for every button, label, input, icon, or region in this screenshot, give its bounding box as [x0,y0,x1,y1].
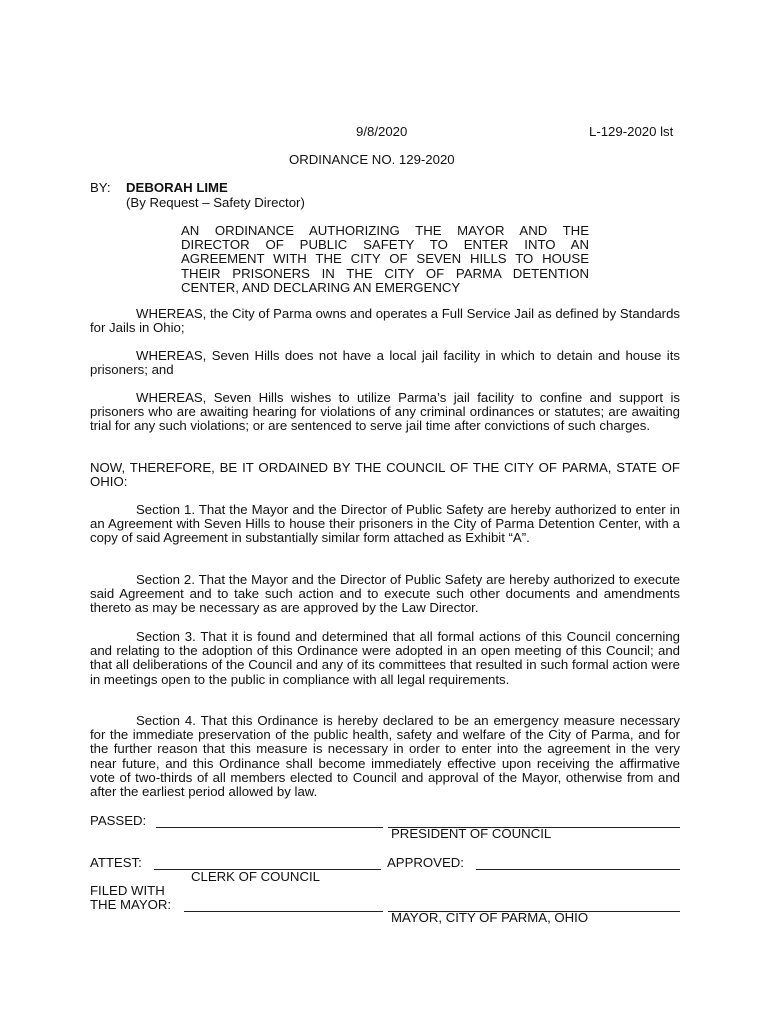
attest-label: ATTEST: [90,855,142,870]
passed-label: PASSED: [90,813,147,828]
section-text: Section 3. That it is found and determined that all formal actions of this Council concerning and relating to the adoption of this Ordinance were adopted in an open meeting of this Council; and that all deliberations of the Council and any of its committees that resulted in such formal action were in meetings open to the public in compliance with all legal requirements. [90,629,680,687]
document-reference: L-129-2020 lst [589,124,674,139]
ordinance-number: ORDINANCE NO. 129-2020 [289,152,455,167]
title-line: CENTER, AND DECLARING AN EMERGENCY [181,279,461,295]
approved-label: APPROVED: [387,855,464,870]
section-3 [90,630,680,687]
approved-signature-line [476,869,680,870]
whereas-clause [90,349,680,377]
passed-signature-line [156,827,383,828]
clerk-label: CLERK OF COUNCIL [191,869,320,884]
section-text: Section 1. That the Mayor and the Director of Public Safety are hereby authorized to enter in an Agreement with Seven Hills to house their prisoners in the City of Parma Detention Center, with a copy of said Agreement in substantially similar form attached as Exhibit “A”. [90,502,680,546]
sponsor-request: (By Request – Safety Director) [126,195,305,210]
whereas-text: WHEREAS, Seven Hills does not have a local jail facility in which to detain and house its prisoners; and [90,348,680,378]
title-line: AGREEMENT WITH THE CITY OF SEVEN HILLS TO HOUSE [181,251,589,267]
sponsor-name: DEBORAH LIME [126,180,228,195]
enacting-clause [90,461,680,489]
filed-signature-line [184,911,383,912]
whereas-text: WHEREAS, the City of Parma owns and operates a Full Service Jail as defined by Standards for Jails in Ohio; [90,306,680,336]
the-mayor-label: THE MAYOR: [90,897,172,912]
section-text: Section 2. That the Mayor and the Director of Public Safety are hereby authorized to execute said Agreement and to take such action and to execute such other documents and amendments thereto as may be necessary as are approved by the Law Director. [90,572,680,616]
title-line: AN ORDINANCE AUTHORIZING THE MAYOR AND THE [181,223,589,238]
section-2 [90,573,680,616]
title-line: DIRECTOR OF PUBLIC SAFETY TO ENTER INTO AN [181,237,589,253]
president-label: PRESIDENT OF COUNCIL [391,826,552,841]
whereas-clause [90,307,680,335]
title-line: THEIR PRISONERS IN THE CITY OF PARMA DETENTION [181,265,589,281]
by-label: BY: [90,180,111,195]
section-1 [90,503,680,546]
section-4 [90,714,680,799]
mayor-label: MAYOR, CITY OF PARMA, OHIO [391,910,589,925]
section-text: Section 4. That this Ordinance is hereby declared to be an emergency measure necessary for the immediate preservation of the public health, safety and welfare of the City of Parma, and for the further reason that this measure is necessary in order to enter into the agreement in the very near future, and this Ordinance shall become immediately effective upon receiving the affirmative vote of two-thirds of all members elected to Council and approval of the Mayor, otherwise from and after the earliest period allowed by law. [90,713,680,800]
filed-with-label: FILED WITH [90,883,165,898]
document-date: 9/8/2020 [356,124,408,139]
whereas-text: WHEREAS, Seven Hills wishes to utilize Parma’s jail facility to confine and support is prisoners who are awaiting hearing for violations of any criminal ordinances or statutes; are awaiting trial for any such violations; or are sentenced to serve jail time after convictions of such charges. [90,390,680,434]
enacting-text: NOW, THEREFORE, BE IT ORDAINED BY THE COUNCIL OF THE CITY OF PARMA, STATE OF OHIO: [90,460,680,490]
whereas-clause [90,391,680,434]
ordinance-title [181,224,589,295]
